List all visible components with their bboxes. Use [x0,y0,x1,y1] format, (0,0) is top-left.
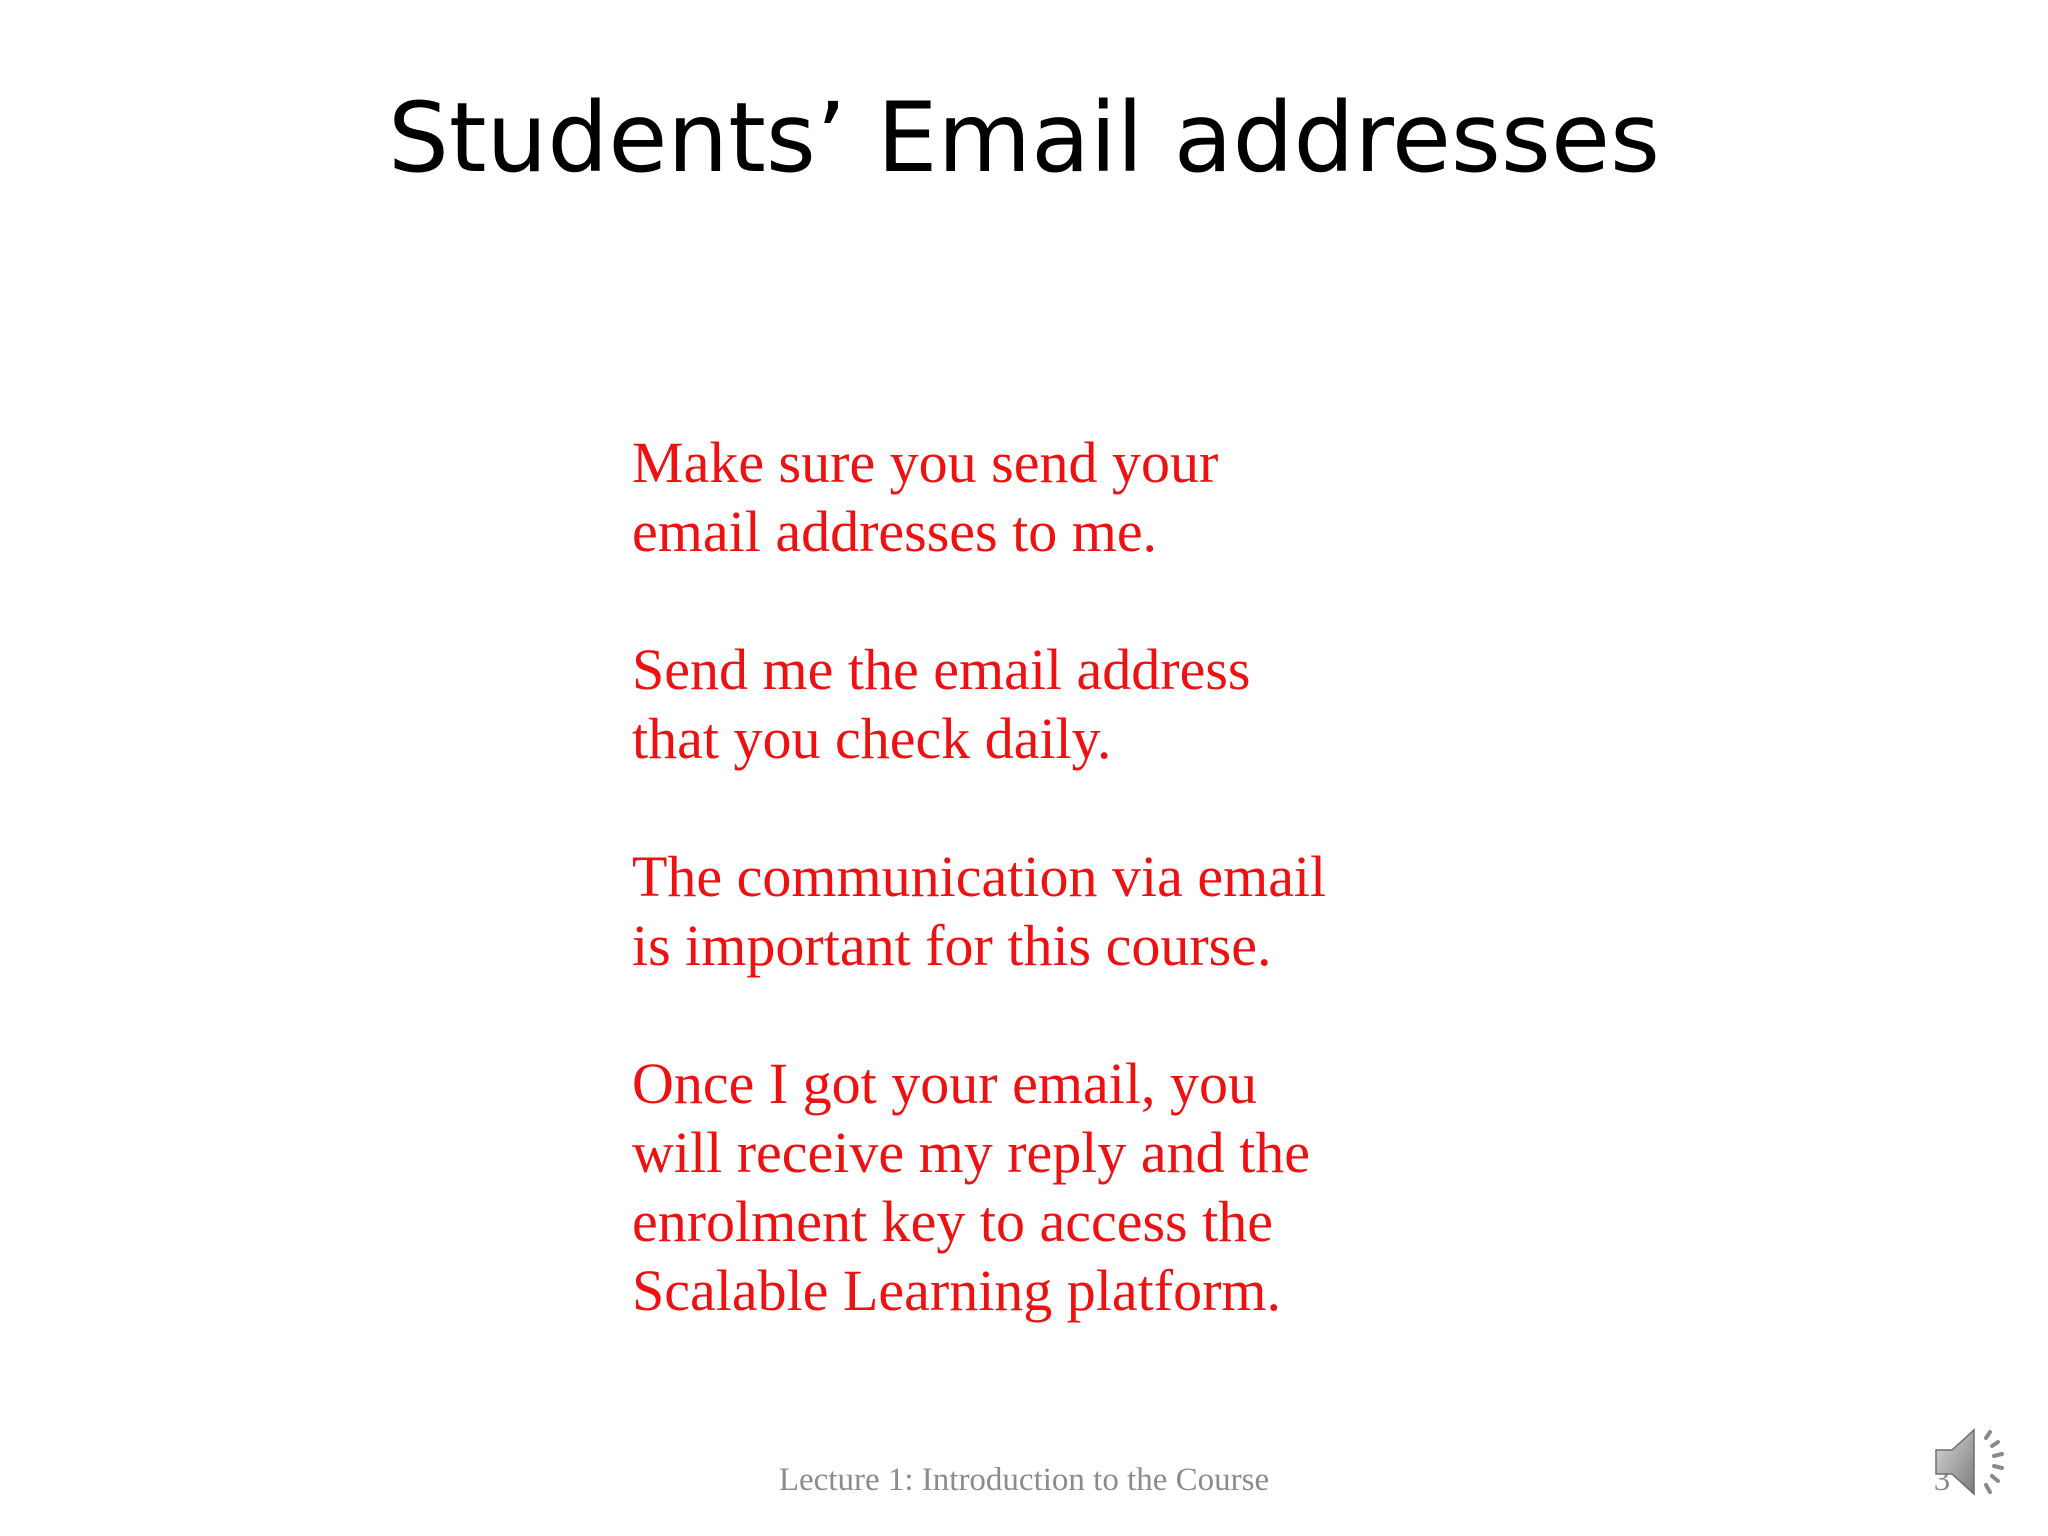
paragraph-communication [632,842,1632,980]
text-line: enrolment key to access the [632,1189,1273,1254]
text-line: Make sure you send your [632,430,1219,495]
text-line: that you check daily. [632,706,1112,771]
slide-title: Students’ Email addresses [387,82,1661,194]
speaker-icon-graphic [1928,1416,2020,1508]
text-line: Once I got your email, you [632,1051,1257,1116]
slide-body [632,428,1632,1325]
text-line: The communication via email [632,844,1327,909]
text-line: will receive my reply and the [632,1120,1311,1185]
text-line: Scalable Learning platform. [632,1258,1282,1323]
page-number: 3 [1933,1462,1951,1498]
paragraph-send-email [632,428,1632,566]
text-line: email addresses to me. [632,499,1158,564]
speaker-icon[interactable] [1928,1416,2020,1508]
slide-footer: Lecture 1: Introduction to the Course [778,1462,1270,1498]
paragraph-check-daily [632,635,1632,773]
paragraph-enrolment-key [632,1049,1632,1325]
text-line: Send me the email address [632,637,1251,702]
text-line: is important for this course. [632,913,1272,978]
